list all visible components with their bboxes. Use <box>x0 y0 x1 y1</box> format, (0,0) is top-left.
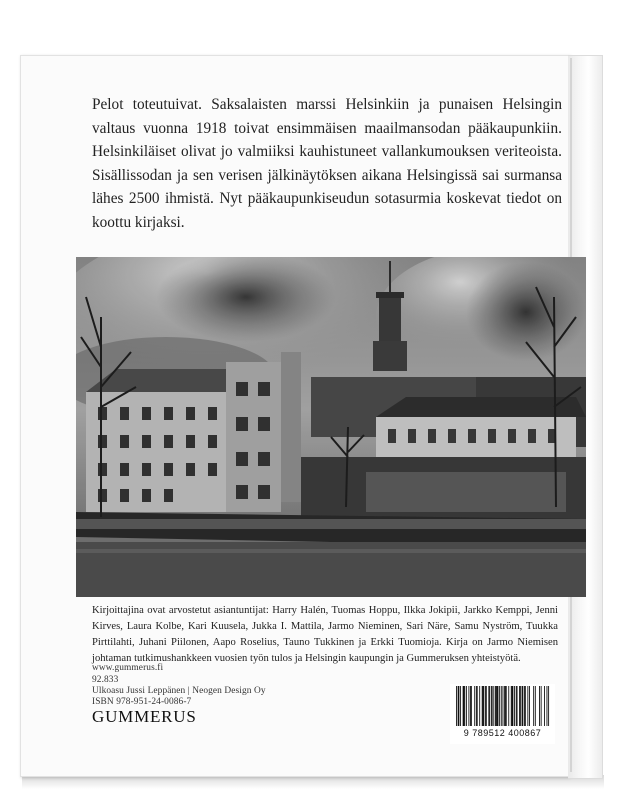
barcode-bar <box>508 686 509 726</box>
barcode <box>450 684 555 744</box>
barcode-bar <box>470 686 471 726</box>
barcode-bar <box>458 686 459 726</box>
barcode-bar <box>456 686 457 726</box>
barcode-bar <box>512 686 513 726</box>
barcode-bar <box>524 686 525 726</box>
classification-text: 92.833 <box>92 675 119 685</box>
barcode-bar <box>485 686 486 726</box>
book-shadow <box>22 775 604 789</box>
barcode-bar <box>533 686 534 726</box>
barcode-bar <box>522 686 523 726</box>
barcode-bar <box>464 686 465 726</box>
barcode-bar <box>492 686 493 726</box>
barcode-bar <box>488 686 489 726</box>
barcode-bar <box>529 686 530 726</box>
barcode-bar <box>468 686 469 726</box>
publisher-logo: GUMMERUS <box>92 707 197 726</box>
blurb-text: Pelot toteutuivat. Saksalaisten marssi Helsinkiin ja punaisen Helsingin valtaus vuonna 1918 toivat ensimmäisen maailmansodan pääkaupunkiin. Helsinkiläiset olivat jo valmiiksi kauhistuneet vallankumouksen veriteoista. Sisällissodan ja sen verisen jälkinäytöksen aikana Helsingissä sai surmansa lähes 2500 ihmistä. Nyt pääkaupunkiseudun sotasurmia koskevat tiedot on koottu kirjaksi. <box>92 96 562 231</box>
barcode-bar <box>503 686 504 726</box>
barcode-bar <box>539 686 540 726</box>
barcode-bar <box>504 686 505 726</box>
barcode-bar <box>466 686 467 726</box>
barcode-bar <box>479 686 480 726</box>
barcode-number: 9 789512 400867 <box>463 728 542 738</box>
barcode-bar <box>525 686 526 726</box>
barcode-bar <box>514 686 515 726</box>
layout-credit-text: Ulkoasu Jussi Leppänen | Neogen Design Oy <box>92 686 266 696</box>
barcode-bar <box>522 686 523 726</box>
barcode-bar <box>458 686 459 726</box>
barcode-bar <box>497 686 498 726</box>
barcode-bar <box>486 686 487 726</box>
barcode-bar <box>476 686 477 726</box>
barcode-bar <box>482 686 483 726</box>
website-text: www.gummerus.fi <box>92 663 164 673</box>
barcode-bar <box>548 686 549 726</box>
barcode-bar <box>495 686 496 726</box>
barcode-bar <box>498 686 499 726</box>
barcode-bar <box>477 686 478 726</box>
barcode-bars <box>450 684 555 728</box>
historic-city-photo-icon <box>76 257 586 597</box>
barcode-bar <box>489 686 490 726</box>
barcode-bar <box>474 686 475 726</box>
barcode-bar <box>483 686 484 726</box>
barcode-bar <box>512 686 513 726</box>
barcode-bar <box>505 686 506 726</box>
isbn-text: ISBN 978-951-24-0086-7 <box>92 697 192 707</box>
barcode-bar <box>493 686 494 726</box>
barcode-bar <box>535 686 536 726</box>
barcode-bar <box>499 686 500 726</box>
barcode-bar <box>517 686 518 726</box>
barcode-bar <box>491 686 492 726</box>
barcode-bar <box>516 686 517 726</box>
barcode-bar <box>483 686 484 726</box>
barcode-bar <box>511 686 512 726</box>
barcode-bar <box>463 686 464 726</box>
barcode-bar <box>519 686 520 726</box>
credits-text: Kirjoittajina ovat arvostetut asiantuntijat: Harry Halén, Tuomas Hoppu, Ilkka Jokipii, Jarkko Kemppi, Jenni Kirves, Laura Kolbe, Kari Kuusela, Jukka I. Mattila, Jarmo Nieminen, Sari Näre, Samu Nyström, Tuukka Pirttilahti, Juhani Piilonen, Aapo Roselius, Tauno Tukkinen ja Erkki Tuomioja. Kirja on Jarmo Niemisen johtaman tutkimushankkeen vuosien työn tulos ja Helsingin kaupungin ja Gummeruksen yhteistyötä. <box>92 605 558 664</box>
barcode-bar <box>471 686 472 726</box>
barcode-bar <box>501 686 502 726</box>
barcode-bar <box>547 686 548 726</box>
barcode-bar <box>520 686 521 726</box>
barcode-bar <box>460 686 461 726</box>
barcode-bar <box>496 686 497 726</box>
cover-photo <box>76 257 586 597</box>
barcode-bar <box>527 686 528 726</box>
barcode-bar <box>463 686 464 726</box>
barcode-bar <box>506 686 507 726</box>
barcode-bar <box>544 686 545 726</box>
barcode-bar <box>541 686 542 726</box>
